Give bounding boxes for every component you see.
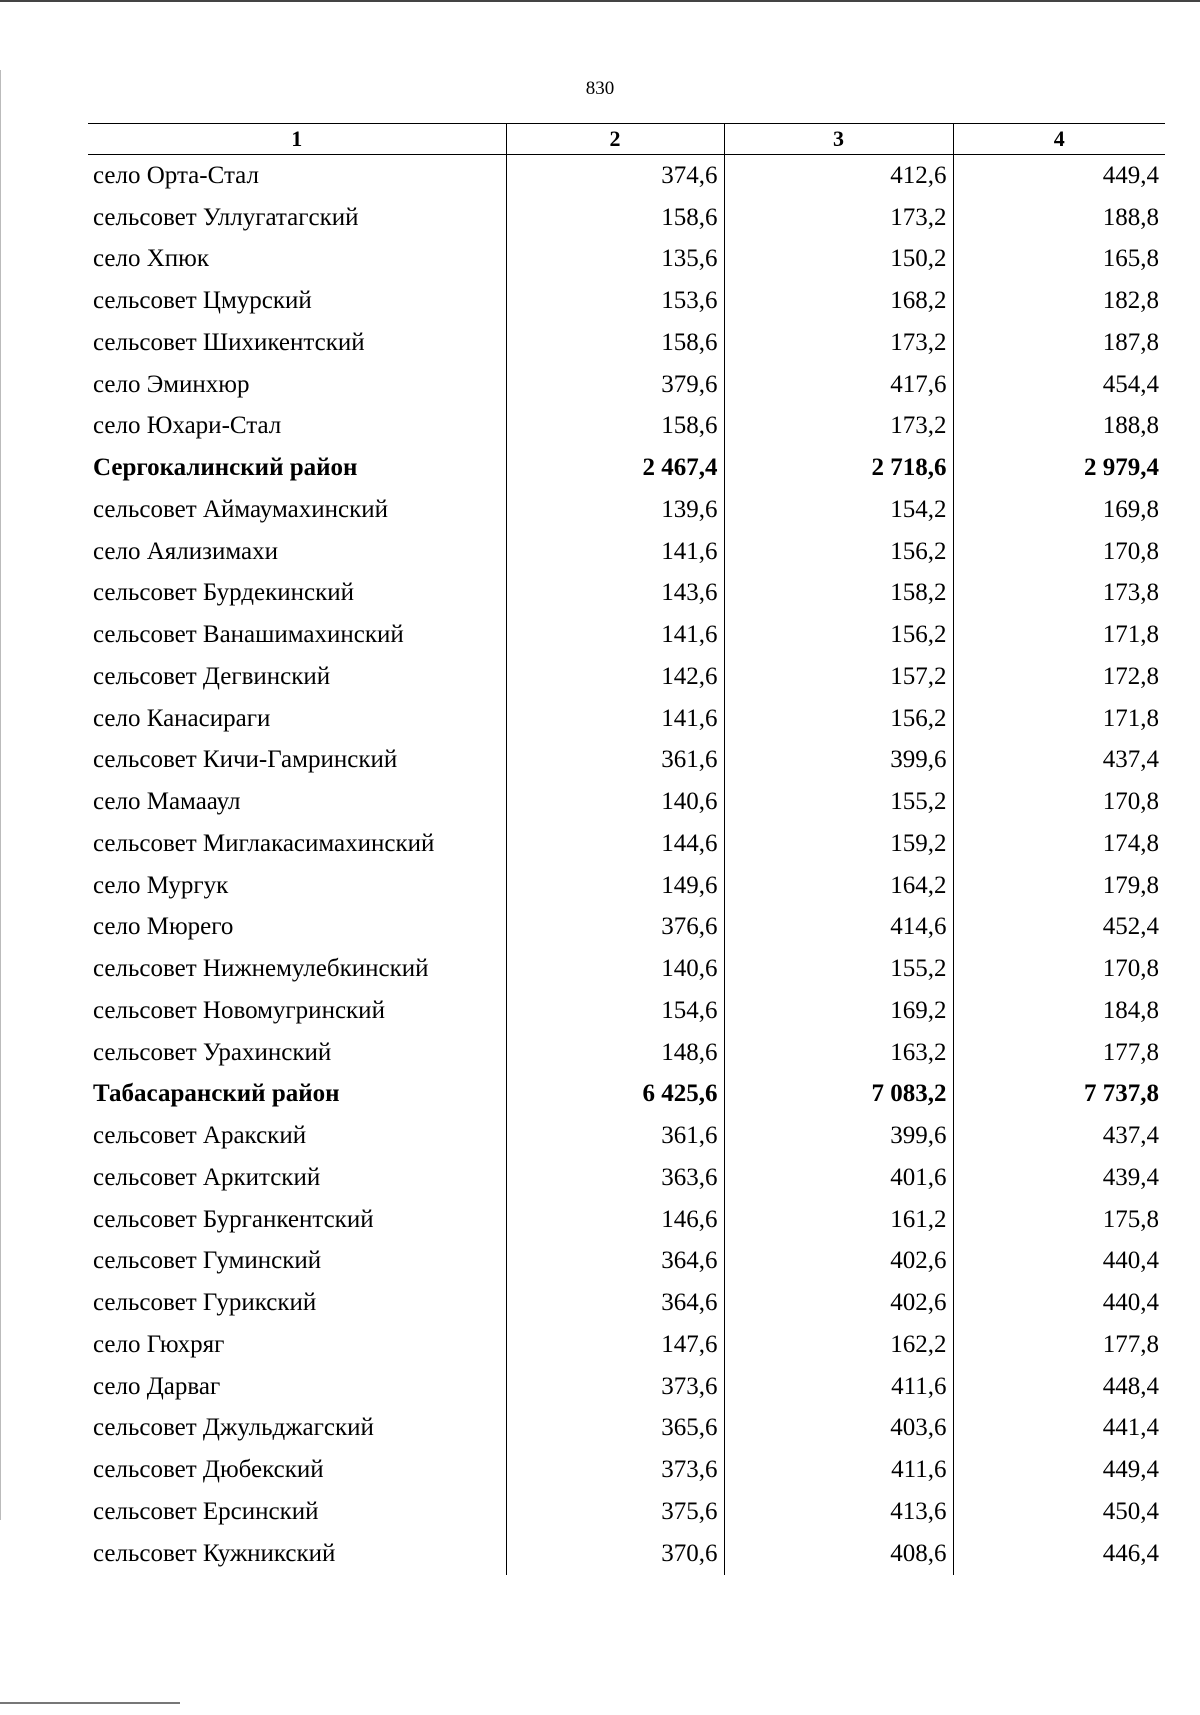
value-cell-col2: 361,6 xyxy=(506,1115,724,1157)
value-cell-col2: 141,6 xyxy=(506,531,724,573)
settlement-name-cell: сельсовет Кичи-Гамринский xyxy=(93,746,398,774)
value-cell-col2: 370,6 xyxy=(506,1533,724,1575)
value-cell-col4: 179,8 xyxy=(953,865,1165,907)
settlement-name-cell: сельсовет Миглакасимахинский xyxy=(93,829,435,857)
settlement-name-cell: сельсовет Уллугатагский xyxy=(93,203,359,231)
value-cell-col2: 158,6 xyxy=(506,322,724,364)
settlement-name-cell: сельсовет Джульджагский xyxy=(93,1414,374,1442)
value-cell-col4: 177,8 xyxy=(953,1324,1165,1366)
value-cell-col3: 155,2 xyxy=(724,781,953,823)
value-cell-col2: 139,6 xyxy=(506,489,724,531)
table-row xyxy=(88,489,1165,531)
settlement-name-cell: село Мюрего xyxy=(93,913,234,941)
value-cell-col3: 156,2 xyxy=(724,531,953,573)
value-cell-col4: 450,4 xyxy=(953,1491,1165,1533)
value-cell-col3: 399,6 xyxy=(724,1115,953,1157)
settlement-name-cell: село Гюхряг xyxy=(93,1330,225,1358)
left-scan-edge xyxy=(0,70,1,1520)
settlement-name-cell: село Дарваг xyxy=(93,1372,221,1400)
settlement-name-cell: Сергокалинский район xyxy=(93,454,358,482)
value-cell-col4: 165,8 xyxy=(953,239,1165,281)
value-cell-col2: 375,6 xyxy=(506,1491,724,1533)
value-cell-col4: 188,8 xyxy=(953,197,1165,239)
table-row xyxy=(88,907,1165,949)
value-cell-col2: 142,6 xyxy=(506,656,724,698)
settlement-name-cell: сельсовет Аймаумахинский xyxy=(93,495,388,523)
value-cell-col2: 135,6 xyxy=(506,239,724,281)
table-row xyxy=(88,1408,1165,1450)
settlement-name-cell: сельсовет Бурганкентский xyxy=(93,1205,374,1233)
table-row xyxy=(88,1533,1165,1575)
district-total-row xyxy=(88,1074,1165,1116)
value-cell-col4: 177,8 xyxy=(953,1032,1165,1074)
value-cell-col3: 164,2 xyxy=(724,865,953,907)
value-cell-col3: 412,6 xyxy=(724,155,953,197)
value-cell-col3: 399,6 xyxy=(724,740,953,782)
value-cell-col2: 140,6 xyxy=(506,948,724,990)
top-scan-edge xyxy=(0,0,1200,2)
value-cell-col4: 171,8 xyxy=(953,698,1165,740)
value-cell-col3: 155,2 xyxy=(724,948,953,990)
value-cell-col4: 440,4 xyxy=(953,1241,1165,1283)
value-cell-col3: 168,2 xyxy=(724,280,953,322)
header-row xyxy=(88,124,1165,155)
table-row xyxy=(88,656,1165,698)
table-row xyxy=(88,573,1165,615)
value-cell-col3: 402,6 xyxy=(724,1241,953,1283)
value-cell-col2: 149,6 xyxy=(506,865,724,907)
value-cell-col4: 170,8 xyxy=(953,531,1165,573)
value-cell-col4: 188,8 xyxy=(953,406,1165,448)
table-row xyxy=(88,1366,1165,1408)
value-cell-col4: 172,8 xyxy=(953,656,1165,698)
settlement-name-cell: сельсовет Аркитский xyxy=(93,1163,321,1191)
value-cell-col3: 154,2 xyxy=(724,489,953,531)
table-row xyxy=(88,155,1165,197)
value-cell-col4: 170,8 xyxy=(953,781,1165,823)
value-cell-col4: 437,4 xyxy=(953,1115,1165,1157)
value-cell-col3: 411,6 xyxy=(724,1366,953,1408)
value-cell-col2: 373,6 xyxy=(506,1366,724,1408)
value-cell-col4: 437,4 xyxy=(953,740,1165,782)
settlement-name-cell: сельсовет Шихикентский xyxy=(93,328,365,356)
value-cell-col3: 173,2 xyxy=(724,197,953,239)
table-row xyxy=(88,1199,1165,1241)
table-row xyxy=(88,406,1165,448)
settlement-name-cell: село Аялизимахи xyxy=(93,537,279,565)
settlement-name-cell: сельсовет Гурикский xyxy=(93,1289,317,1317)
bottom-scan-edge xyxy=(0,1702,180,1704)
value-cell-col3: 150,2 xyxy=(724,239,953,281)
settlement-name-cell: сельсовет Ванашимахинский xyxy=(93,621,404,649)
value-cell-col2: 158,6 xyxy=(506,197,724,239)
column-header-2: 2 xyxy=(506,124,724,155)
table-row xyxy=(88,1282,1165,1324)
table-body xyxy=(88,155,1165,1575)
value-cell-col2: 141,6 xyxy=(506,614,724,656)
table-row xyxy=(88,865,1165,907)
table-row xyxy=(88,740,1165,782)
table-row xyxy=(88,614,1165,656)
value-cell-col4: 439,4 xyxy=(953,1157,1165,1199)
value-cell-col4: 7 737,8 xyxy=(953,1074,1165,1116)
settlement-name-cell: сельсовет Цмурский xyxy=(93,287,312,315)
value-cell-col4: 454,4 xyxy=(953,364,1165,406)
value-cell-col2: 6 425,6 xyxy=(506,1074,724,1116)
settlement-name-cell: сельсовет Урахинский xyxy=(93,1038,332,1066)
table-row xyxy=(88,1157,1165,1199)
value-cell-col3: 413,6 xyxy=(724,1491,953,1533)
value-cell-col2: 148,6 xyxy=(506,1032,724,1074)
value-cell-col4: 2 979,4 xyxy=(953,447,1165,489)
column-header-3: 3 xyxy=(724,124,953,155)
value-cell-col2: 147,6 xyxy=(506,1324,724,1366)
value-cell-col2: 146,6 xyxy=(506,1199,724,1241)
value-cell-col2: 158,6 xyxy=(506,406,724,448)
value-cell-col2: 364,6 xyxy=(506,1241,724,1283)
settlement-name-cell: село Мамааул xyxy=(93,788,241,816)
value-cell-col4: 171,8 xyxy=(953,614,1165,656)
value-cell-col2: 2 467,4 xyxy=(506,447,724,489)
value-cell-col2: 374,6 xyxy=(506,155,724,197)
table-row xyxy=(88,1032,1165,1074)
table-row xyxy=(88,197,1165,239)
settlement-name-cell: сельсовет Ерсинский xyxy=(93,1497,319,1525)
value-cell-col2: 376,6 xyxy=(506,907,724,949)
settlement-name-cell: Табасаранский район xyxy=(93,1080,340,1108)
value-cell-col2: 141,6 xyxy=(506,698,724,740)
table-row xyxy=(88,1449,1165,1491)
value-cell-col3: 159,2 xyxy=(724,823,953,865)
value-cell-col3: 173,2 xyxy=(724,406,953,448)
value-cell-col3: 414,6 xyxy=(724,907,953,949)
value-cell-col2: 143,6 xyxy=(506,573,724,615)
table-row xyxy=(88,948,1165,990)
value-cell-col4: 446,4 xyxy=(953,1533,1165,1575)
page-number: 830 xyxy=(585,78,615,99)
table-row xyxy=(88,1241,1165,1283)
table-row xyxy=(88,1324,1165,1366)
settlement-name-cell: сельсовет Бурдекинский xyxy=(93,579,355,607)
table-row xyxy=(88,781,1165,823)
value-cell-col3: 156,2 xyxy=(724,614,953,656)
value-cell-col2: 373,6 xyxy=(506,1449,724,1491)
value-cell-col2: 365,6 xyxy=(506,1408,724,1450)
value-cell-col4: 449,4 xyxy=(953,1449,1165,1491)
settlement-name-cell: сельсовет Гуминский xyxy=(93,1247,322,1275)
value-cell-col4: 182,8 xyxy=(953,280,1165,322)
table-row xyxy=(88,322,1165,364)
district-total-row xyxy=(88,447,1165,489)
settlement-name-cell: сельсовет Дегвинский xyxy=(93,662,331,690)
value-cell-col3: 2 718,6 xyxy=(724,447,953,489)
value-cell-col4: 184,8 xyxy=(953,990,1165,1032)
value-cell-col2: 153,6 xyxy=(506,280,724,322)
column-header-1: 1 xyxy=(88,124,506,155)
settlement-name-cell: село Юхари-Стал xyxy=(93,412,282,440)
value-cell-col4: 441,4 xyxy=(953,1408,1165,1450)
value-cell-col3: 7 083,2 xyxy=(724,1074,953,1116)
value-cell-col3: 156,2 xyxy=(724,698,953,740)
value-cell-col4: 170,8 xyxy=(953,948,1165,990)
data-table xyxy=(88,123,1165,1575)
settlement-name-cell: сельсовет Аракский xyxy=(93,1122,307,1150)
table-row xyxy=(88,990,1165,1032)
value-cell-col2: 140,6 xyxy=(506,781,724,823)
value-cell-col2: 361,6 xyxy=(506,740,724,782)
settlement-name-cell: сельсовет Кужникский xyxy=(93,1539,336,1567)
value-cell-col4: 169,8 xyxy=(953,489,1165,531)
table-row xyxy=(88,1115,1165,1157)
value-cell-col4: 452,4 xyxy=(953,907,1165,949)
value-cell-col4: 187,8 xyxy=(953,322,1165,364)
settlement-name-cell: сельсовет Нижнемулебкинский xyxy=(93,955,429,983)
settlement-name-cell: село Орта-Стал xyxy=(93,161,259,189)
value-cell-col2: 364,6 xyxy=(506,1282,724,1324)
value-cell-col3: 403,6 xyxy=(724,1408,953,1450)
value-cell-col3: 402,6 xyxy=(724,1282,953,1324)
table-row xyxy=(88,280,1165,322)
value-cell-col4: 174,8 xyxy=(953,823,1165,865)
table-row xyxy=(88,239,1165,281)
value-cell-col3: 161,2 xyxy=(724,1199,953,1241)
value-cell-col4: 173,8 xyxy=(953,573,1165,615)
value-cell-col3: 158,2 xyxy=(724,573,953,615)
value-cell-col3: 169,2 xyxy=(724,990,953,1032)
value-cell-col2: 379,6 xyxy=(506,364,724,406)
settlement-name-cell: село Канасираги xyxy=(93,704,271,732)
settlement-name-cell: сельсовет Дюбекский xyxy=(93,1456,324,1484)
table-row xyxy=(88,531,1165,573)
settlement-name-cell: село Эминхюр xyxy=(93,370,250,398)
value-cell-col3: 157,2 xyxy=(724,656,953,698)
settlement-name-cell: село Мургук xyxy=(93,871,229,899)
table-row xyxy=(88,364,1165,406)
value-cell-col3: 163,2 xyxy=(724,1032,953,1074)
value-cell-col3: 173,2 xyxy=(724,322,953,364)
value-cell-col4: 440,4 xyxy=(953,1282,1165,1324)
table-row xyxy=(88,1491,1165,1533)
value-cell-col2: 363,6 xyxy=(506,1157,724,1199)
value-cell-col2: 154,6 xyxy=(506,990,724,1032)
value-cell-col3: 411,6 xyxy=(724,1449,953,1491)
settlement-name-cell: село Хпюк xyxy=(93,245,209,273)
value-cell-col3: 408,6 xyxy=(724,1533,953,1575)
value-cell-col2: 144,6 xyxy=(506,823,724,865)
value-cell-col4: 448,4 xyxy=(953,1366,1165,1408)
column-header-4: 4 xyxy=(953,124,1165,155)
value-cell-col3: 417,6 xyxy=(724,364,953,406)
table-row xyxy=(88,698,1165,740)
settlement-name-cell: сельсовет Новомугринский xyxy=(93,996,385,1024)
value-cell-col3: 162,2 xyxy=(724,1324,953,1366)
value-cell-col4: 449,4 xyxy=(953,155,1165,197)
table-row xyxy=(88,823,1165,865)
value-cell-col4: 175,8 xyxy=(953,1199,1165,1241)
value-cell-col3: 401,6 xyxy=(724,1157,953,1199)
